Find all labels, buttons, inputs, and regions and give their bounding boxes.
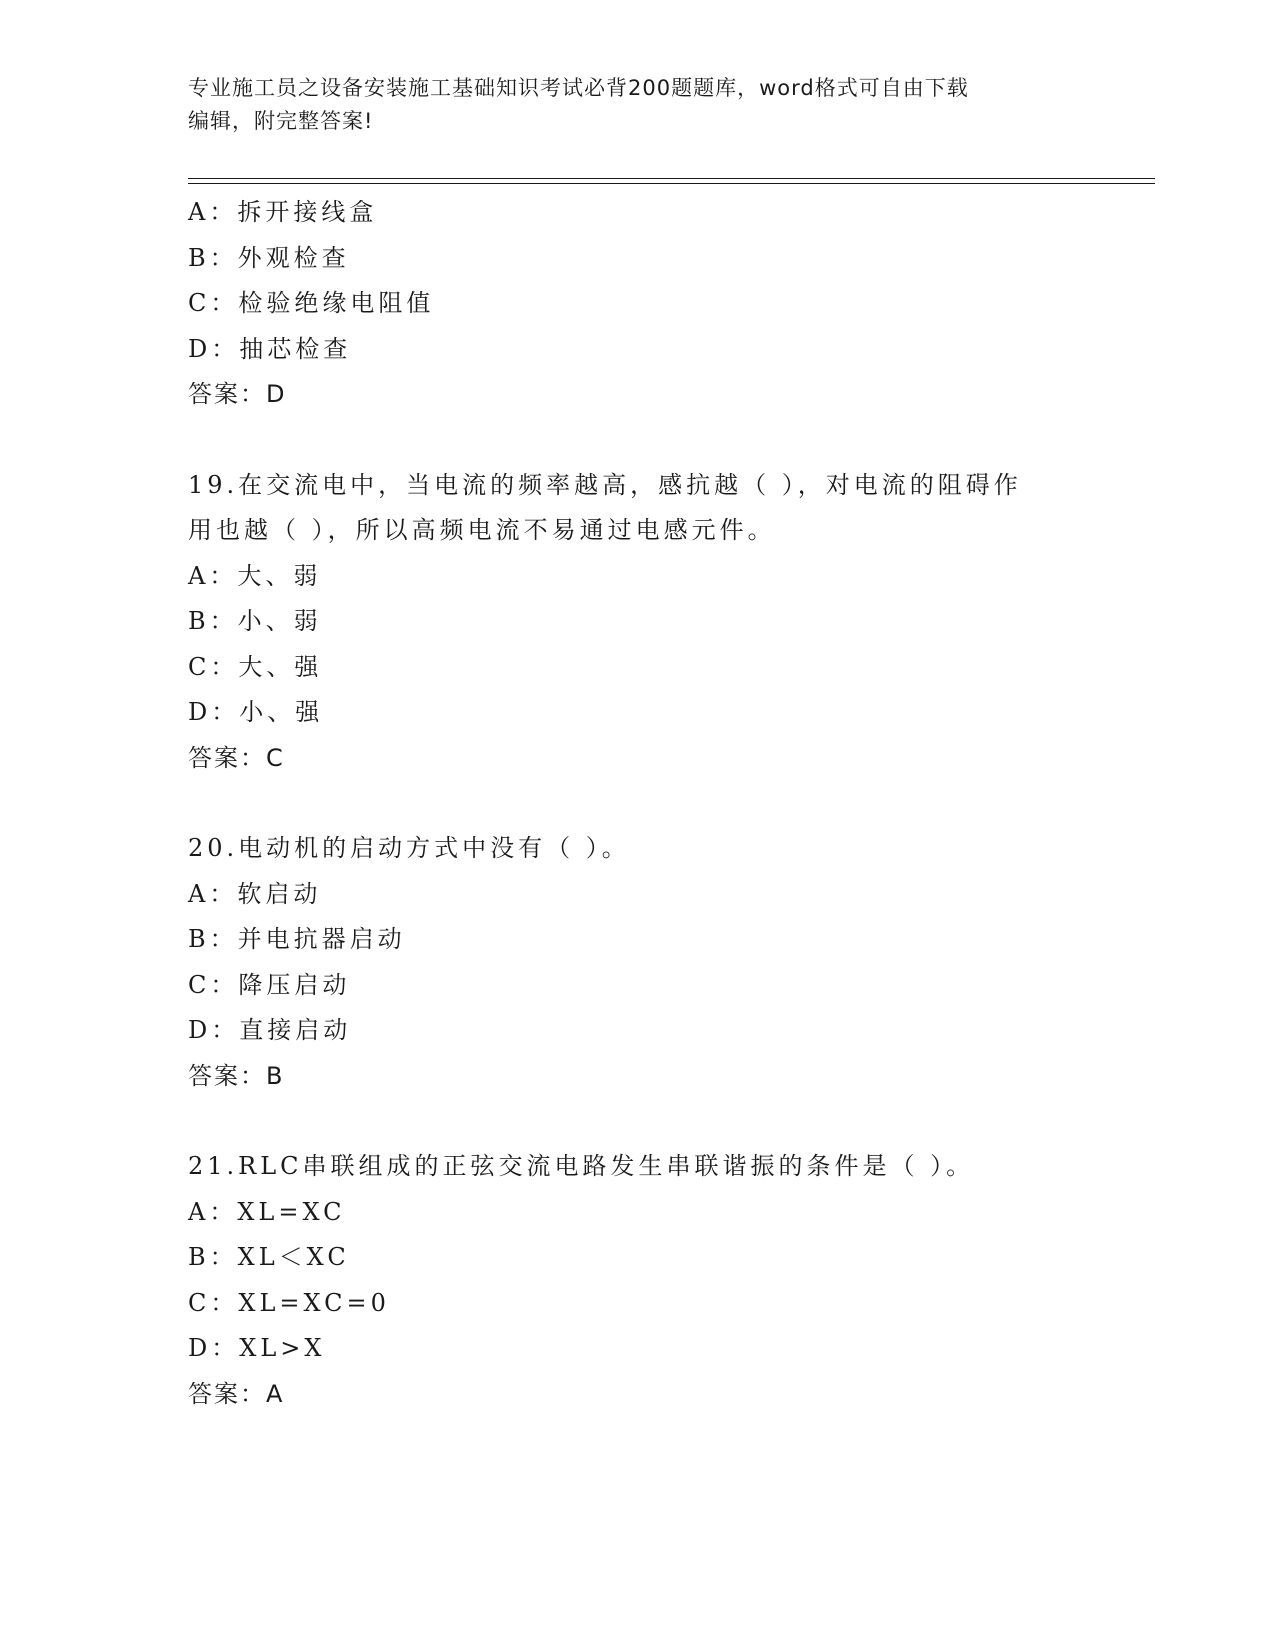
answer-label: 答案：A [188, 1379, 285, 1408]
option-a: A：大、弱 [188, 561, 322, 590]
option-c: C：降压启动 [188, 970, 351, 999]
option-a: A：拆开接线盒 [188, 198, 378, 226]
question-stem: 21.RLC串联组成的正弦交流电路发生串联谐振的条件是（ ）。 [188, 1152, 975, 1180]
option-a: A：软启动 [188, 879, 322, 908]
question-stem-continued: 用也越（ ），所以高频电流不易通过电感元件。 [188, 516, 776, 544]
option-d: D：直接启动 [188, 1016, 352, 1044]
spacer [188, 1099, 1088, 1144]
option-b: B：小、弱 [188, 607, 322, 635]
document-header [188, 72, 1088, 138]
option-d: D：小、强 [188, 698, 324, 726]
question-19 [188, 463, 1088, 782]
option-b: B：XL＜XC [188, 1243, 350, 1271]
option-b: B：外观检查 [188, 243, 350, 272]
option-b: B：并电抗器启动 [188, 925, 406, 953]
option-c: C：大、强 [188, 652, 323, 681]
option-d: D：XL>X [188, 1334, 326, 1362]
option-d: D：抽芯检查 [188, 334, 352, 363]
header-divider-top [188, 178, 1155, 179]
answer-label: 答案：B [188, 1061, 285, 1090]
spacer [188, 418, 1088, 463]
spacer [188, 781, 1088, 826]
question-stem: 20.电动机的启动方式中没有（ ）。 [188, 834, 630, 862]
question-stem: 19.在交流电中，当电流的频率越高，感抗越（ ），对电流的阻碍作 [188, 470, 1022, 499]
header-line-2: 编辑，附完整答案! [188, 109, 374, 133]
answer-label: 答案：D [188, 380, 287, 408]
header-line-1: 专业施工员之设备安装施工基础知识考试必背200题题库，word格式可自由下载 [188, 76, 969, 100]
option-c: C：检验绝缘电阻值 [188, 289, 435, 317]
question-list [188, 190, 1088, 1417]
question-18 [188, 190, 1088, 418]
option-a: A：XL=XC [188, 1197, 346, 1226]
header-divider-bottom [188, 183, 1155, 184]
option-c: C：XL=XC=0 [188, 1288, 390, 1317]
question-20 [188, 826, 1088, 1099]
question-21 [188, 1144, 1088, 1417]
answer-label: 答案：C [188, 743, 285, 772]
